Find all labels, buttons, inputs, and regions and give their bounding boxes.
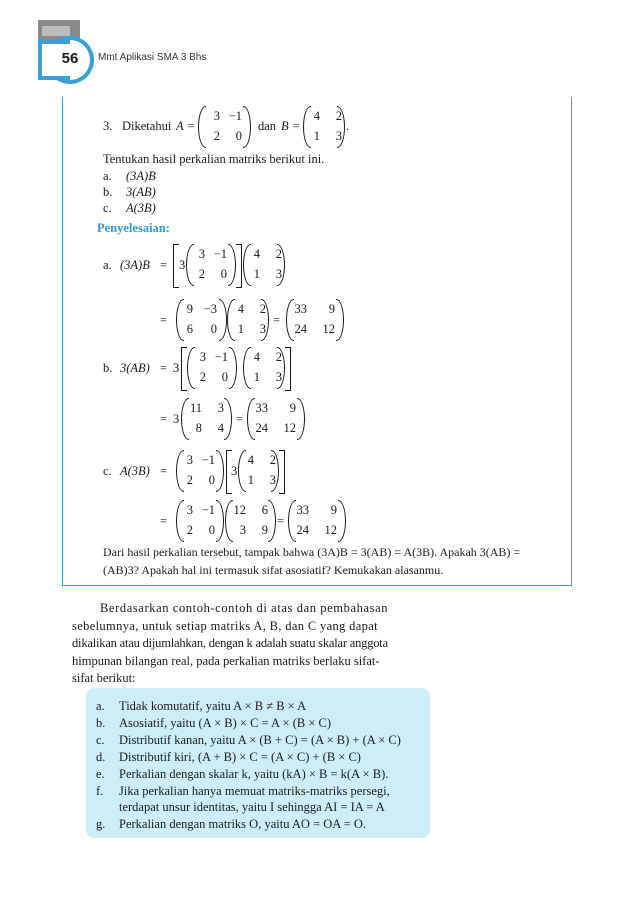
matrix-a-label: A = — [176, 119, 195, 133]
property-text: terdapat unsur identitas, yaitu I sehingga AI = IA = A — [119, 800, 385, 814]
page-number: 56 — [61, 50, 79, 67]
paragraph-line: dikalikan atau dijumlahkan, dengan k adalah suatu skalar anggota — [72, 636, 388, 650]
property-text: Distributif kanan, yaitu A × (B + C) = (A × B) + (A × C) — [119, 733, 401, 747]
property-label: c. — [96, 733, 105, 747]
solution-heading: Penyelesaian: — [97, 221, 170, 235]
paragraph-line: sifat berikut: — [72, 671, 136, 685]
scalar: 3 — [231, 464, 238, 478]
matrix-b-label: B = — [281, 119, 301, 133]
item-label: a. — [103, 169, 112, 183]
property-label: e. — [96, 767, 105, 781]
matrix-ab: 11 3 8 4 — [189, 401, 224, 435]
matrix-b: 4 2 1 3 — [253, 350, 282, 384]
sol-a-expr: (3A)B — [120, 258, 150, 272]
given-prefix: Diketahui — [122, 119, 172, 133]
item-expr: (3A)B — [126, 169, 156, 183]
matrix-b: 4 2 1 3 — [253, 247, 282, 281]
header-title: Mmt Aplikasi SMA 3 Bhs — [98, 52, 207, 63]
item-expr: A(3B) — [126, 201, 156, 215]
property-text: Tidak komutatif, yaitu A × B ≠ B × A — [119, 699, 307, 713]
equals-sign: = — [236, 412, 244, 426]
equals-sign: = — [160, 514, 168, 528]
sol-c-label: c. — [103, 464, 112, 478]
sol-b-expr: 3(AB) — [120, 361, 150, 375]
bracket-right — [279, 450, 285, 494]
matrix-a: 3 −1 2 0 — [213, 109, 242, 143]
conclusion-line-1: Dari hasil perkalian tersebut, tampak bahwa (3A)B = 3(AB) = A(3B). Apakah 3(AB) = — [103, 545, 521, 559]
matrix-result: 33 9 24 12 — [296, 503, 337, 537]
sol-b-label: b. — [103, 361, 113, 375]
property-label: d. — [96, 750, 106, 764]
scalar: 3 — [173, 361, 180, 375]
matrix-a: 3 −1 2 0 — [198, 247, 227, 281]
property-label: a. — [96, 699, 105, 713]
paragraph-line: Berdasarkan contoh-contoh di atas dan pembahasan — [100, 601, 389, 615]
item-label: b. — [103, 185, 113, 199]
paragraph-line: sebelumnya, untuk setiap matriks A, B, dan C yang dapat — [72, 618, 379, 633]
equals-sign: = — [160, 313, 168, 327]
property-text: Perkalian dengan skalar k, yaitu (kA) × B = k(A × B). — [119, 767, 389, 781]
example-number: 3. — [103, 119, 113, 133]
conclusion-line-2: (AB)3? Apakah hal ini termasuk sifat asosiatif? Kemukakan alasanmu. — [103, 563, 444, 577]
property-label: b. — [96, 716, 106, 730]
equals-sign: = — [273, 313, 281, 327]
and-label: dan — [258, 119, 277, 133]
bracket-right — [236, 244, 242, 288]
matrix-a: 3 −1 2 0 — [186, 453, 215, 487]
sol-a-label: a. — [103, 258, 112, 272]
property-text: Jika perkalian hanya memuat matriks-matriks persegi, — [119, 784, 390, 798]
sol-c-expr: A(3B) — [120, 464, 150, 478]
property-label: f. — [96, 784, 104, 798]
equals-sign: = — [160, 412, 168, 426]
matrix-3b: 12 6 3 9 — [233, 503, 268, 537]
property-label: g. — [96, 817, 106, 831]
matrix-a: 3 −1 2 0 — [199, 350, 228, 384]
bracket-right — [285, 347, 291, 391]
equals-sign: = — [277, 514, 285, 528]
matrix-b: 4 2 1 3 — [237, 302, 266, 336]
end-period: . — [346, 119, 350, 133]
matrix-result: 33 9 24 12 — [255, 401, 296, 435]
task-text: Tentukan hasil perkalian matriks berikut ini. — [103, 152, 325, 166]
scalar: 3 — [179, 258, 186, 272]
matrix-b: 4 2 1 3 — [313, 109, 342, 143]
matrix-b: 4 2 1 3 — [247, 453, 276, 487]
equals-sign: = — [160, 464, 168, 478]
item-expr: 3(AB) — [126, 185, 156, 199]
matrix-result: 33 9 24 12 — [294, 302, 335, 336]
equals-sign: = — [160, 258, 168, 272]
property-text: Distributif kiri, (A + B) × C = (A × C) + (B × C) — [119, 750, 361, 764]
equals-sign: = — [160, 361, 168, 375]
property-text: Asosiatif, yaitu (A × B) × C = A × (B × C) — [119, 716, 331, 730]
scalar: 3 — [173, 412, 180, 426]
property-text: Perkalian dengan matriks O, yaitu AO = OA = O. — [119, 817, 367, 831]
matrix-3a: 9 −3 6 0 — [186, 302, 217, 336]
paragraph-line: himpunan bilangan real, pada perkalian matriks berlaku sifat- — [72, 653, 380, 668]
intro-paragraph — [72, 600, 432, 688]
item-label: c. — [103, 201, 112, 215]
matrix-a: 3 −1 2 0 — [186, 503, 215, 537]
